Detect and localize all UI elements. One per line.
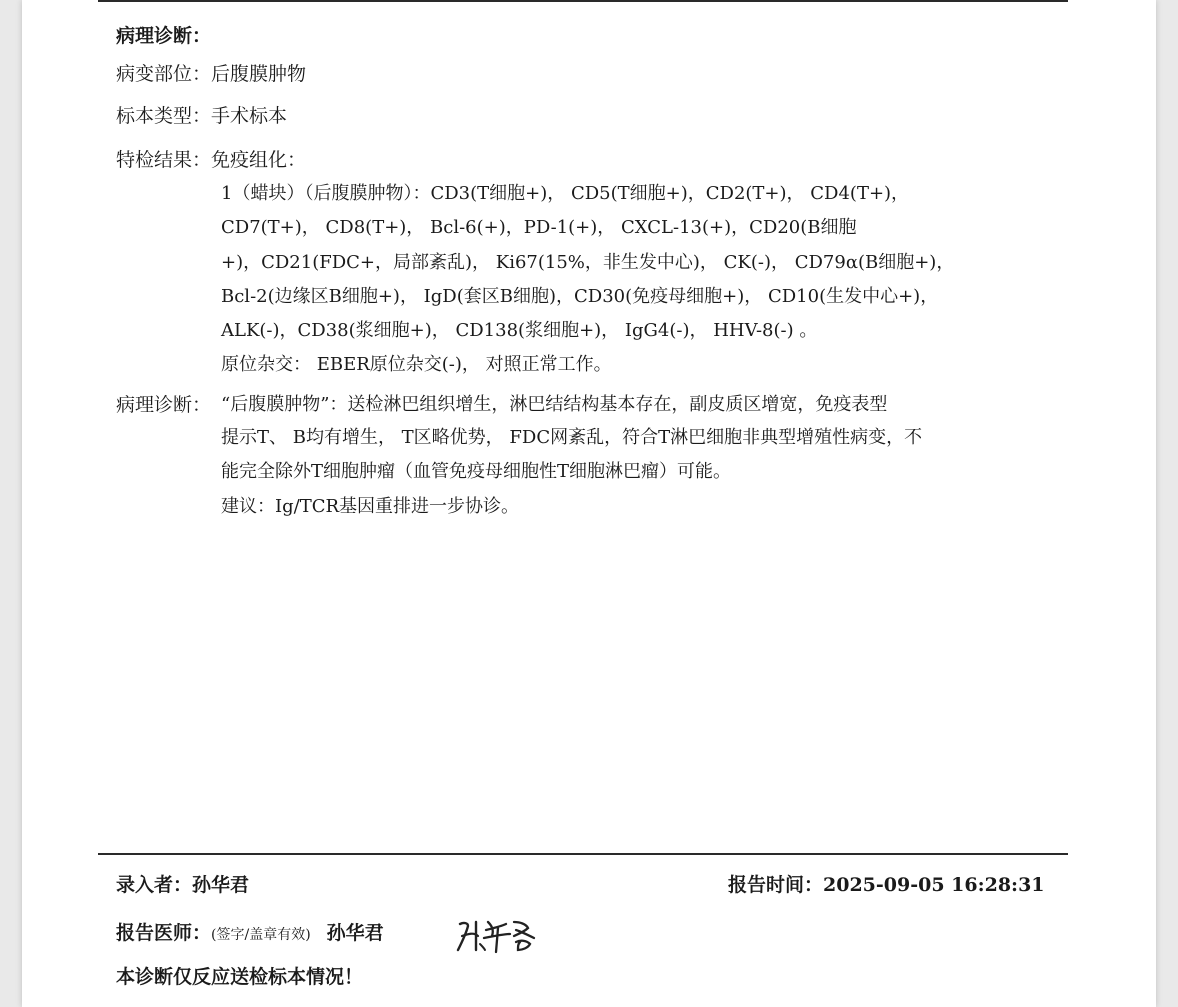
disclaimer: 本诊断仅反应送检标本情况！ <box>116 966 364 988</box>
special-exam-row <box>116 147 306 173</box>
diagnosis-label: 病理诊断： <box>116 394 212 416</box>
footer-divider <box>98 853 1068 855</box>
ish-line: 原位杂交： EBER原位杂交(-)， 对照正常工作。 <box>221 354 612 375</box>
specimen-type-value: 手术标本 <box>211 105 288 127</box>
ihc-line: ALK(-)，CD38(浆细胞+)， CD138(浆细胞+)， IgG4(-)， HHV-8(-) 。 <box>221 320 818 341</box>
ihc-line: Bcl-2(边缘区B细胞+)， IgD(套区B细胞)，CD30(免疫母细胞+)， CD10(生发中心+)， <box>221 286 939 307</box>
handwritten-signature <box>454 914 538 958</box>
section-title: 病理诊断： <box>116 25 212 47</box>
special-exam-label: 特检结果： <box>116 149 212 171</box>
entered-by-name: 孙华君 <box>192 874 250 896</box>
specimen-type-label: 标本类型： <box>116 105 212 127</box>
diagnosis-line: 提示T、 B均有增生， T区略优势， FDC网紊乱，符合T淋巴细胞非典型增殖性病变，不 <box>221 427 923 448</box>
report-page <box>22 0 1156 1007</box>
doctor-label: 报告医师： <box>116 922 212 944</box>
specimen-type-row <box>116 103 287 129</box>
special-exam-value: 免疫组化： <box>211 149 307 171</box>
recommendation-line: 建议：Ig/TCR基因重排进一步协诊。 <box>221 496 520 517</box>
diagnosis-line: 能完全除外T细胞肿瘤（血管免疫母细胞性T细胞淋巴瘤）可能。 <box>221 461 732 482</box>
doctor-name: 孙华君 <box>326 922 384 944</box>
doctor-sign-note: (签字/盖章有效) <box>211 927 311 943</box>
report-time-value: 2025-09-05 16:28:31 <box>823 874 1045 896</box>
entered-by-label: 录入者： <box>116 874 193 896</box>
ihc-line: +)，CD21(FDC+，局部紊乱)， Ki67(15%，非生发中心)， CK(-)， CD79α(B细胞+)， <box>221 252 955 273</box>
report-time-row <box>728 872 1045 898</box>
top-divider <box>98 0 1068 2</box>
report-time-label: 报告时间： <box>728 874 824 896</box>
entered-by-row <box>116 872 249 898</box>
ihc-line: CD7(T+)， CD8(T+)， Bcl-6(+)，PD-1(+)， CXCL-13(+)，CD20(B细胞 <box>221 217 857 238</box>
lesion-site-row <box>116 61 306 87</box>
diagnosis-line: “后腹膜肿物”：送检淋巴组织增生，淋巴结结构基本存在，副皮质区增宽，免疫表型 <box>221 394 888 415</box>
lesion-site-label: 病变部位： <box>116 63 212 85</box>
ihc-line: 1（蜡块）（后腹膜肿物）：CD3(T细胞+)， CD5(T细胞+)，CD2(T+)， CD4(T+)， <box>221 183 910 204</box>
lesion-site-value: 后腹膜肿物 <box>211 63 307 85</box>
report-doctor-row <box>116 920 384 948</box>
